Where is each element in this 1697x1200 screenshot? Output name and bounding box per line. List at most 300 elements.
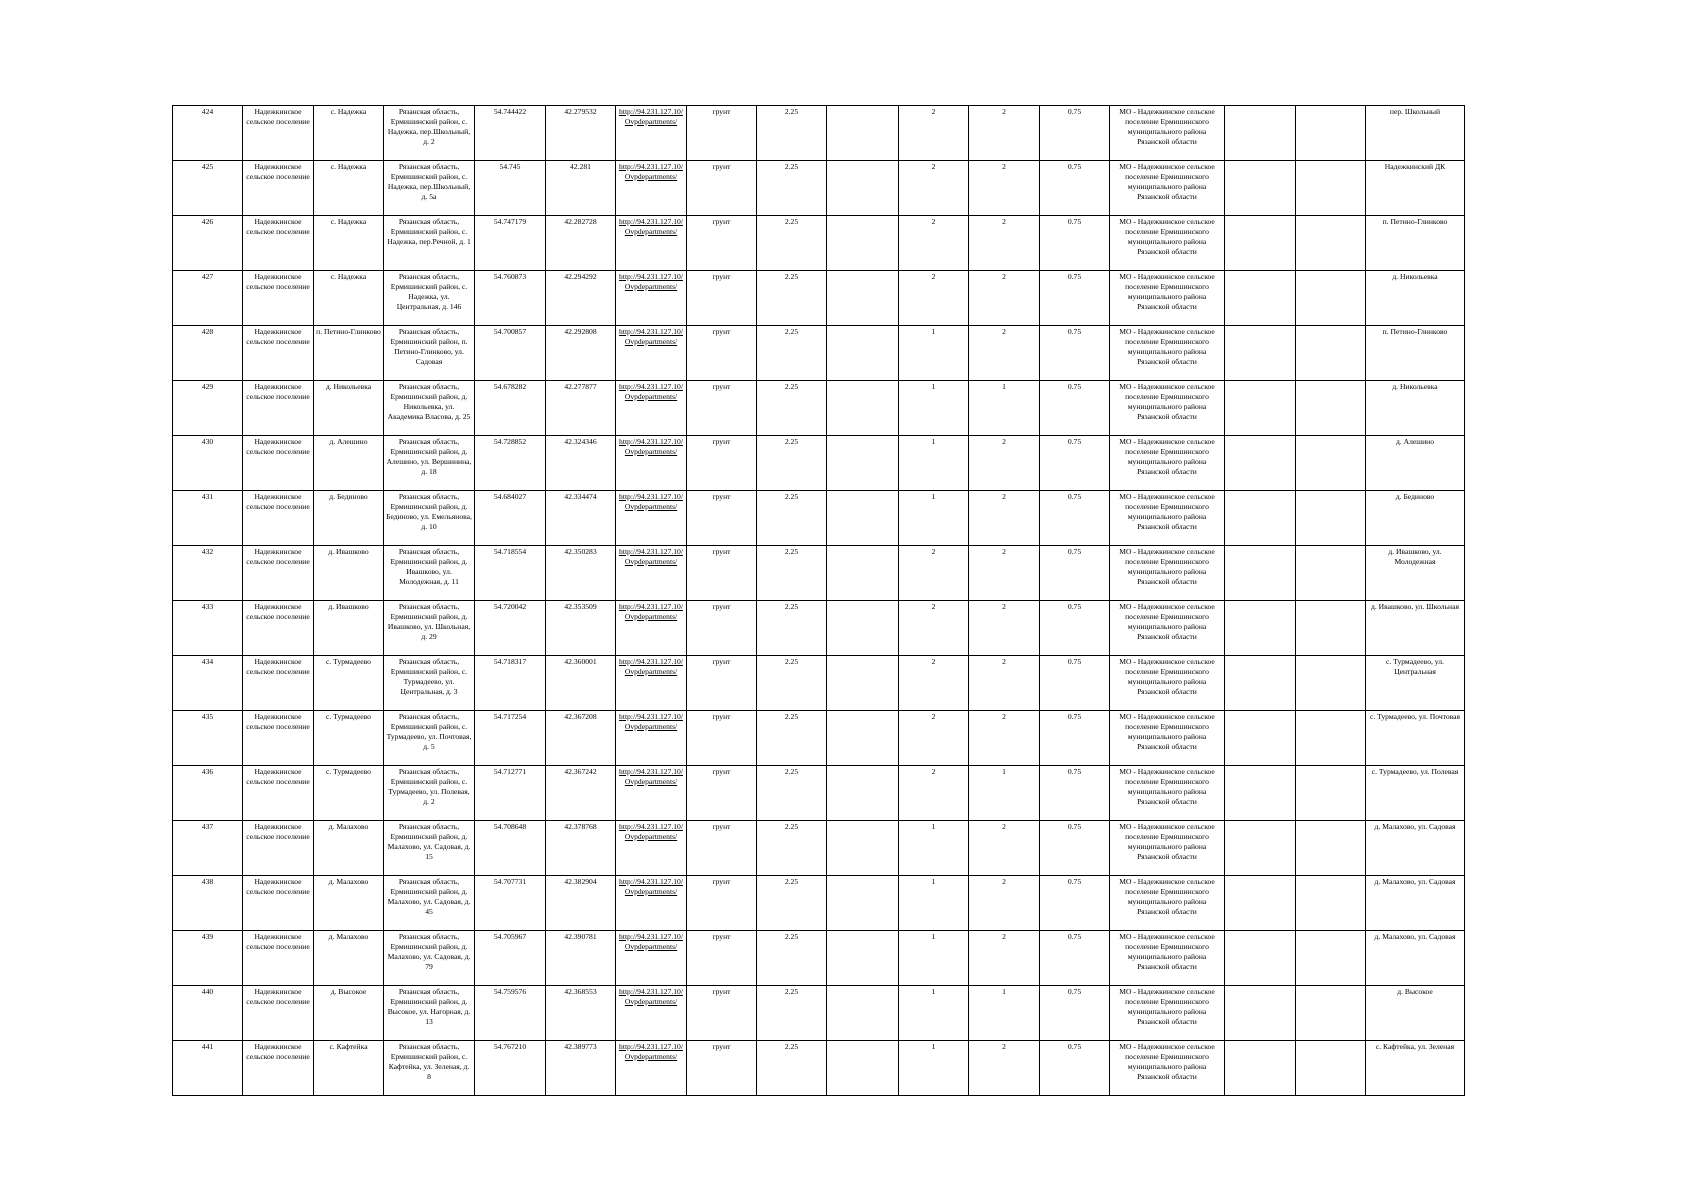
row-number: 435 — [173, 711, 243, 766]
empty-cell — [1296, 986, 1366, 1041]
latitude-cell: 54.745 — [475, 161, 546, 216]
container-count-cell: 1 — [899, 876, 969, 931]
longitude-cell: 42.389773 — [546, 1041, 616, 1096]
empty-cell — [827, 821, 899, 876]
longitude-cell: 42.292808 — [546, 326, 616, 381]
empty-cell — [1225, 161, 1296, 216]
settlement-cell: Надежкинское сельское поселение — [243, 986, 314, 1041]
latitude-cell: 54.767210 — [475, 1041, 546, 1096]
area-cell: 2.25 — [757, 546, 827, 601]
owner-cell: МО - Надежкинское сельское поселение Ермишинского муниципального района Рязанской области — [1110, 216, 1225, 271]
empty-cell — [1225, 876, 1296, 931]
empty-cell — [1225, 381, 1296, 436]
table-row — [173, 876, 1465, 931]
locality-cell: п. Петино-Глинково — [314, 326, 384, 381]
row-number: 427 — [173, 271, 243, 326]
empty-cell — [827, 546, 899, 601]
served-objects-cell: д. Ивашково, ул. Молодежная — [1366, 546, 1465, 601]
latitude-cell: 54.718554 — [475, 546, 546, 601]
settlement-cell: Надежкинское сельское поселение — [243, 326, 314, 381]
served-objects-cell: с. Турмадеево, ул. Полевая — [1366, 766, 1465, 821]
address-cell: Рязанская область, Ермишинский район, д. Малахово, ул. Садовая, д. 79 — [384, 931, 475, 986]
table-row — [173, 436, 1465, 491]
settlement-cell: Надежкинское сельское поселение — [243, 601, 314, 656]
volume-cell: 0.75 — [1040, 711, 1110, 766]
owner-cell: МО - Надежкинское сельское поселение Ермишинского муниципального района Рязанской области — [1110, 491, 1225, 546]
settlement-cell: Надежкинское сельское поселение — [243, 436, 314, 491]
locality-cell: д. Малахово — [314, 931, 384, 986]
planned-count-cell: 2 — [969, 161, 1040, 216]
locality-cell: с. Надежка — [314, 106, 384, 161]
address-cell: Рязанская область, Ермишинский район, п. Петино-Глинково, ул. Садовая — [384, 326, 475, 381]
row-number: 436 — [173, 766, 243, 821]
latitude-cell: 54.705967 — [475, 931, 546, 986]
locality-cell: д. Никольевка — [314, 381, 384, 436]
table-row — [173, 161, 1465, 216]
planned-count-cell: 2 — [969, 271, 1040, 326]
locality-cell: д. Малахово — [314, 821, 384, 876]
surface-cell: грунт — [687, 546, 757, 601]
latitude-cell: 54.760873 — [475, 271, 546, 326]
surface-cell: грунт — [687, 271, 757, 326]
locality-cell: д. Малахово — [314, 876, 384, 931]
empty-cell — [1296, 271, 1366, 326]
empty-cell — [1296, 491, 1366, 546]
table-row — [173, 216, 1465, 271]
volume-cell: 0.75 — [1040, 656, 1110, 711]
row-number: 434 — [173, 656, 243, 711]
surface-cell: грунт — [687, 601, 757, 656]
url-link[interactable]: http://94.231.127.10/Ovpdepartments/ — [616, 821, 687, 876]
url-link[interactable]: http://94.231.127.10/Ovpdepartments/ — [616, 546, 687, 601]
served-objects-cell: д. Малахово, ул. Садовая — [1366, 876, 1465, 931]
owner-cell: МО - Надежкинское сельское поселение Ермишинского муниципального района Рязанской области — [1110, 271, 1225, 326]
served-objects-cell: д. Бединово — [1366, 491, 1465, 546]
served-objects-cell: пер. Школьный — [1366, 106, 1465, 161]
longitude-cell: 42.382904 — [546, 876, 616, 931]
container-count-cell: 2 — [899, 161, 969, 216]
latitude-cell: 54.720042 — [475, 601, 546, 656]
empty-cell — [827, 326, 899, 381]
volume-cell: 0.75 — [1040, 1041, 1110, 1096]
planned-count-cell: 2 — [969, 821, 1040, 876]
area-cell: 2.25 — [757, 876, 827, 931]
latitude-cell: 54.700857 — [475, 326, 546, 381]
empty-cell — [1296, 1041, 1366, 1096]
url-link[interactable]: http://94.231.127.10/Ovpdepartments/ — [616, 491, 687, 546]
volume-cell: 0.75 — [1040, 271, 1110, 326]
served-objects-cell: Надежкинский ДК — [1366, 161, 1465, 216]
owner-cell: МО - Надежкинское сельское поселение Ермишинского муниципального района Рязанской области — [1110, 106, 1225, 161]
volume-cell: 0.75 — [1040, 766, 1110, 821]
served-objects-cell: п. Петино-Глинково — [1366, 216, 1465, 271]
surface-cell: грунт — [687, 436, 757, 491]
empty-cell — [1225, 106, 1296, 161]
url-link[interactable]: http://94.231.127.10/Ovpdepartments/ — [616, 931, 687, 986]
row-number: 424 — [173, 106, 243, 161]
longitude-cell: 42.334474 — [546, 491, 616, 546]
settlement-cell: Надежкинское сельское поселение — [243, 106, 314, 161]
address-cell: Рязанская область, Ермишинский район, д. Ивашково, ул. Школьная, д. 29 — [384, 601, 475, 656]
container-count-cell: 2 — [899, 766, 969, 821]
longitude-cell: 42.367242 — [546, 766, 616, 821]
container-count-cell: 1 — [899, 821, 969, 876]
locality-cell: д. Бединово — [314, 491, 384, 546]
planned-count-cell: 2 — [969, 931, 1040, 986]
locality-cell: д. Ивашково — [314, 601, 384, 656]
served-objects-cell: д. Ивашково, ул. Школьная — [1366, 601, 1465, 656]
area-cell: 2.25 — [757, 271, 827, 326]
empty-cell — [827, 106, 899, 161]
empty-cell — [827, 216, 899, 271]
owner-cell: МО - Надежкинское сельское поселение Ермишинского муниципального района Рязанской области — [1110, 656, 1225, 711]
area-cell: 2.25 — [757, 436, 827, 491]
surface-cell: грунт — [687, 876, 757, 931]
locality-cell: д. Ивашково — [314, 546, 384, 601]
table-row — [173, 601, 1465, 656]
empty-cell — [1296, 931, 1366, 986]
longitude-cell: 42.282728 — [546, 216, 616, 271]
url-link[interactable]: http://94.231.127.10/Ovpdepartments/ — [616, 381, 687, 436]
url-link[interactable]: http://94.231.127.10/Ovpdepartments/ — [616, 436, 687, 491]
planned-count-cell: 2 — [969, 711, 1040, 766]
row-number: 432 — [173, 546, 243, 601]
row-number: 425 — [173, 161, 243, 216]
volume-cell: 0.75 — [1040, 491, 1110, 546]
settlement-cell: Надежкинское сельское поселение — [243, 1041, 314, 1096]
planned-count-cell: 2 — [969, 601, 1040, 656]
planned-count-cell: 2 — [969, 1041, 1040, 1096]
table-row — [173, 986, 1465, 1041]
area-cell: 2.25 — [757, 381, 827, 436]
area-cell: 2.25 — [757, 161, 827, 216]
settlement-cell: Надежкинское сельское поселение — [243, 216, 314, 271]
row-number: 439 — [173, 931, 243, 986]
container-sites-table — [172, 105, 1465, 1096]
empty-cell — [827, 656, 899, 711]
served-objects-cell: д. Никольевка — [1366, 381, 1465, 436]
empty-cell — [1296, 821, 1366, 876]
volume-cell: 0.75 — [1040, 546, 1110, 601]
empty-cell — [1225, 491, 1296, 546]
address-cell: Рязанская область, Ермишинский район, с. Турмадеево, ул. Центральная, д. 3 — [384, 656, 475, 711]
container-count-cell: 1 — [899, 491, 969, 546]
row-number: 428 — [173, 326, 243, 381]
url-link[interactable]: http://94.231.127.10/Ovpdepartments/ — [616, 711, 687, 766]
owner-cell: МО - Надежкинское сельское поселение Ермишинского муниципального района Рязанской области — [1110, 931, 1225, 986]
empty-cell — [827, 381, 899, 436]
surface-cell: грунт — [687, 326, 757, 381]
empty-cell — [827, 161, 899, 216]
table-body — [173, 106, 1465, 1096]
volume-cell: 0.75 — [1040, 876, 1110, 931]
empty-cell — [1225, 1041, 1296, 1096]
container-count-cell: 2 — [899, 601, 969, 656]
served-objects-cell: с. Турмадеево, ул. Почтовая — [1366, 711, 1465, 766]
table-row — [173, 326, 1465, 381]
address-cell: Рязанская область, Ермишинский район, с. Надежка, пер.Школьный, д. 2 — [384, 106, 475, 161]
surface-cell: грунт — [687, 931, 757, 986]
surface-cell: грунт — [687, 766, 757, 821]
table-row — [173, 1041, 1465, 1096]
empty-cell — [1296, 216, 1366, 271]
empty-cell — [1296, 656, 1366, 711]
owner-cell: МО - Надежкинское сельское поселение Ермишинского муниципального района Рязанской области — [1110, 1041, 1225, 1096]
longitude-cell: 42.367208 — [546, 711, 616, 766]
table-row — [173, 821, 1465, 876]
address-cell: Рязанская область, Ермишинский район, д. Никольевка, ул. Академика Власова, д. 25 — [384, 381, 475, 436]
volume-cell: 0.75 — [1040, 216, 1110, 271]
empty-cell — [1225, 546, 1296, 601]
address-cell: Рязанская область, Ермишинский район, с. Надежка, пер.Школьный, д. 5а — [384, 161, 475, 216]
url-link[interactable]: http://94.231.127.10/Ovpdepartments/ — [616, 216, 687, 271]
address-cell: Рязанская область, Ермишинский район, д. Малахово, ул. Садовая, д. 45 — [384, 876, 475, 931]
settlement-cell: Надежкинское сельское поселение — [243, 491, 314, 546]
latitude-cell: 54.684027 — [475, 491, 546, 546]
settlement-cell: Надежкинское сельское поселение — [243, 821, 314, 876]
surface-cell: грунт — [687, 711, 757, 766]
settlement-cell: Надежкинское сельское поселение — [243, 656, 314, 711]
row-number: 441 — [173, 1041, 243, 1096]
volume-cell: 0.75 — [1040, 931, 1110, 986]
empty-cell — [1296, 546, 1366, 601]
longitude-cell: 42.353509 — [546, 601, 616, 656]
latitude-cell: 54.759576 — [475, 986, 546, 1041]
empty-cell — [1225, 656, 1296, 711]
longitude-cell: 42.277877 — [546, 381, 616, 436]
locality-cell: с. Надежка — [314, 271, 384, 326]
planned-count-cell: 1 — [969, 381, 1040, 436]
surface-cell: грунт — [687, 106, 757, 161]
settlement-cell: Надежкинское сельское поселение — [243, 271, 314, 326]
latitude-cell: 54.717254 — [475, 711, 546, 766]
longitude-cell: 42.360001 — [546, 656, 616, 711]
settlement-cell: Надежкинское сельское поселение — [243, 766, 314, 821]
table-row — [173, 656, 1465, 711]
url-link[interactable]: http://94.231.127.10/Ovpdepartments/ — [616, 766, 687, 821]
url-link[interactable]: http://94.231.127.10/Ovpdepartments/ — [616, 986, 687, 1041]
volume-cell: 0.75 — [1040, 161, 1110, 216]
surface-cell: грунт — [687, 161, 757, 216]
volume-cell: 0.75 — [1040, 601, 1110, 656]
empty-cell — [1296, 876, 1366, 931]
planned-count-cell: 2 — [969, 326, 1040, 381]
container-count-cell: 1 — [899, 326, 969, 381]
url-link[interactable]: http://94.231.127.10/Ovpdepartments/ — [616, 326, 687, 381]
empty-cell — [827, 931, 899, 986]
row-number: 431 — [173, 491, 243, 546]
empty-cell — [827, 766, 899, 821]
locality-cell: д. Алешино — [314, 436, 384, 491]
container-count-cell: 2 — [899, 546, 969, 601]
table-row — [173, 766, 1465, 821]
longitude-cell: 42.279532 — [546, 106, 616, 161]
latitude-cell: 54.708648 — [475, 821, 546, 876]
latitude-cell: 54.707731 — [475, 876, 546, 931]
container-count-cell: 2 — [899, 271, 969, 326]
settlement-cell: Надежкинское сельское поселение — [243, 876, 314, 931]
empty-cell — [827, 1041, 899, 1096]
owner-cell: МО - Надежкинское сельское поселение Ермишинского муниципального района Рязанской области — [1110, 711, 1225, 766]
row-number: 429 — [173, 381, 243, 436]
empty-cell — [1225, 216, 1296, 271]
settlement-cell: Надежкинское сельское поселение — [243, 931, 314, 986]
empty-cell — [827, 876, 899, 931]
served-objects-cell: д. Никольевка — [1366, 271, 1465, 326]
row-number: 430 — [173, 436, 243, 491]
latitude-cell: 54.744422 — [475, 106, 546, 161]
longitude-cell: 42.324346 — [546, 436, 616, 491]
url-link[interactable]: http://94.231.127.10/Ovpdepartments/ — [616, 161, 687, 216]
table-row — [173, 491, 1465, 546]
latitude-cell: 54.718317 — [475, 656, 546, 711]
table-row — [173, 711, 1465, 766]
empty-cell — [1296, 711, 1366, 766]
surface-cell: грунт — [687, 491, 757, 546]
url-link[interactable]: http://94.231.127.10/Ovpdepartments/ — [616, 601, 687, 656]
row-number: 440 — [173, 986, 243, 1041]
volume-cell: 0.75 — [1040, 436, 1110, 491]
address-cell: Рязанская область, Ермишинский район, с. Надежка, пер.Речной, д. 1 — [384, 216, 475, 271]
address-cell: Рязанская область, Ермишинский район, д. Малахово, ул. Садовая, д. 15 — [384, 821, 475, 876]
container-count-cell: 2 — [899, 656, 969, 711]
surface-cell: грунт — [687, 381, 757, 436]
url-link[interactable]: http://94.231.127.10/Ovpdepartments/ — [616, 271, 687, 326]
surface-cell: грунт — [687, 656, 757, 711]
area-cell: 2.25 — [757, 1041, 827, 1096]
empty-cell — [1225, 271, 1296, 326]
served-objects-cell: д. Алешино — [1366, 436, 1465, 491]
planned-count-cell: 2 — [969, 876, 1040, 931]
table-row — [173, 271, 1465, 326]
empty-cell — [827, 436, 899, 491]
locality-cell: с. Турмадеево — [314, 766, 384, 821]
table-row — [173, 106, 1465, 161]
owner-cell: МО - Надежкинское сельское поселение Ермишинского муниципального района Рязанской области — [1110, 601, 1225, 656]
container-count-cell: 2 — [899, 711, 969, 766]
address-cell: Рязанская область, Ермишинский район, с. Кафтейка, ул. Зеленая, д. 8 — [384, 1041, 475, 1096]
locality-cell: с. Кафтейка — [314, 1041, 384, 1096]
settlement-cell: Надежкинское сельское поселение — [243, 711, 314, 766]
volume-cell: 0.75 — [1040, 821, 1110, 876]
settlement-cell: Надежкинское сельское поселение — [243, 381, 314, 436]
empty-cell — [1225, 326, 1296, 381]
locality-cell: с. Надежка — [314, 161, 384, 216]
empty-cell — [827, 491, 899, 546]
table-row — [173, 381, 1465, 436]
container-count-cell: 2 — [899, 216, 969, 271]
empty-cell — [1296, 601, 1366, 656]
owner-cell: МО - Надежкинское сельское поселение Ермишинского муниципального района Рязанской области — [1110, 876, 1225, 931]
area-cell: 2.25 — [757, 766, 827, 821]
locality-cell: с. Турмадеево — [314, 656, 384, 711]
address-cell: Рязанская область, Ермишинский район, с. Надежка, ул. Центральная, д. 146 — [384, 271, 475, 326]
owner-cell: МО - Надежкинское сельское поселение Ермишинского муниципального района Рязанской области — [1110, 326, 1225, 381]
planned-count-cell: 2 — [969, 106, 1040, 161]
served-objects-cell: д. Высокое — [1366, 986, 1465, 1041]
url-link[interactable]: http://94.231.127.10/Ovpdepartments/ — [616, 106, 687, 161]
surface-cell: грунт — [687, 216, 757, 271]
empty-cell — [1296, 436, 1366, 491]
container-count-cell: 1 — [899, 381, 969, 436]
owner-cell: МО - Надежкинское сельское поселение Ермишинского муниципального района Рязанской области — [1110, 986, 1225, 1041]
volume-cell: 0.75 — [1040, 381, 1110, 436]
empty-cell — [827, 986, 899, 1041]
surface-cell: грунт — [687, 821, 757, 876]
address-cell: Рязанская область, Ермишинский район, с. Турмадеево, ул. Полевая, д. 2 — [384, 766, 475, 821]
empty-cell — [1225, 436, 1296, 491]
owner-cell: МО - Надежкинское сельское поселение Ермишинского муниципального района Рязанской области — [1110, 161, 1225, 216]
area-cell: 2.25 — [757, 986, 827, 1041]
owner-cell: МО - Надежкинское сельское поселение Ермишинского муниципального района Рязанской области — [1110, 436, 1225, 491]
empty-cell — [827, 601, 899, 656]
longitude-cell: 42.368553 — [546, 986, 616, 1041]
planned-count-cell: 2 — [969, 491, 1040, 546]
latitude-cell: 54.678282 — [475, 381, 546, 436]
area-cell: 2.25 — [757, 491, 827, 546]
planned-count-cell: 2 — [969, 656, 1040, 711]
address-cell: Рязанская область, Ермишинский район, д. Высокое, ул. Нагорная, д. 13 — [384, 986, 475, 1041]
address-cell: Рязанская область, Ермишинский район, д. Ивашково, ул. Молодежная, д. 11 — [384, 546, 475, 601]
owner-cell: МО - Надежкинское сельское поселение Ермишинского муниципального района Рязанской области — [1110, 821, 1225, 876]
area-cell: 2.25 — [757, 711, 827, 766]
empty-cell — [1296, 326, 1366, 381]
container-count-cell: 1 — [899, 931, 969, 986]
longitude-cell: 42.350283 — [546, 546, 616, 601]
volume-cell: 0.75 — [1040, 106, 1110, 161]
container-count-cell: 2 — [899, 106, 969, 161]
served-objects-cell: д. Малахово, ул. Садовая — [1366, 821, 1465, 876]
url-link[interactable]: http://94.231.127.10/Ovpdepartments/ — [616, 656, 687, 711]
planned-count-cell: 1 — [969, 986, 1040, 1041]
volume-cell: 0.75 — [1040, 326, 1110, 381]
latitude-cell: 54.712771 — [475, 766, 546, 821]
longitude-cell: 42.281 — [546, 161, 616, 216]
area-cell: 2.25 — [757, 821, 827, 876]
volume-cell: 0.75 — [1040, 986, 1110, 1041]
longitude-cell: 42.294292 — [546, 271, 616, 326]
row-number: 438 — [173, 876, 243, 931]
owner-cell: МО - Надежкинское сельское поселение Ермишинского муниципального района Рязанской области — [1110, 766, 1225, 821]
address-cell: Рязанская область, Ермишинский район, д. Бединово, ул. Емельянова, д. 10 — [384, 491, 475, 546]
planned-count-cell: 1 — [969, 766, 1040, 821]
container-count-cell: 1 — [899, 1041, 969, 1096]
url-link[interactable]: http://94.231.127.10/Ovpdepartments/ — [616, 1041, 687, 1096]
served-objects-cell: п. Петино-Глинково — [1366, 326, 1465, 381]
planned-count-cell: 2 — [969, 546, 1040, 601]
latitude-cell: 54.728852 — [475, 436, 546, 491]
surface-cell: грунт — [687, 986, 757, 1041]
settlement-cell: Надежкинское сельское поселение — [243, 546, 314, 601]
empty-cell — [1225, 821, 1296, 876]
url-link[interactable]: http://94.231.127.10/Ovpdepartments/ — [616, 876, 687, 931]
row-number: 426 — [173, 216, 243, 271]
empty-cell — [1225, 931, 1296, 986]
row-number: 437 — [173, 821, 243, 876]
empty-cell — [827, 271, 899, 326]
served-objects-cell: с. Кафтейка, ул. Зеленая — [1366, 1041, 1465, 1096]
owner-cell: МО - Надежкинское сельское поселение Ермишинского муниципального района Рязанской области — [1110, 546, 1225, 601]
empty-cell — [1225, 601, 1296, 656]
area-cell: 2.25 — [757, 106, 827, 161]
area-cell: 2.25 — [757, 931, 827, 986]
served-objects-cell: с. Турмадеево, ул. Центральная — [1366, 656, 1465, 711]
empty-cell — [827, 711, 899, 766]
empty-cell — [1225, 766, 1296, 821]
locality-cell: с. Надежка — [314, 216, 384, 271]
latitude-cell: 54.747179 — [475, 216, 546, 271]
area-cell: 2.25 — [757, 601, 827, 656]
